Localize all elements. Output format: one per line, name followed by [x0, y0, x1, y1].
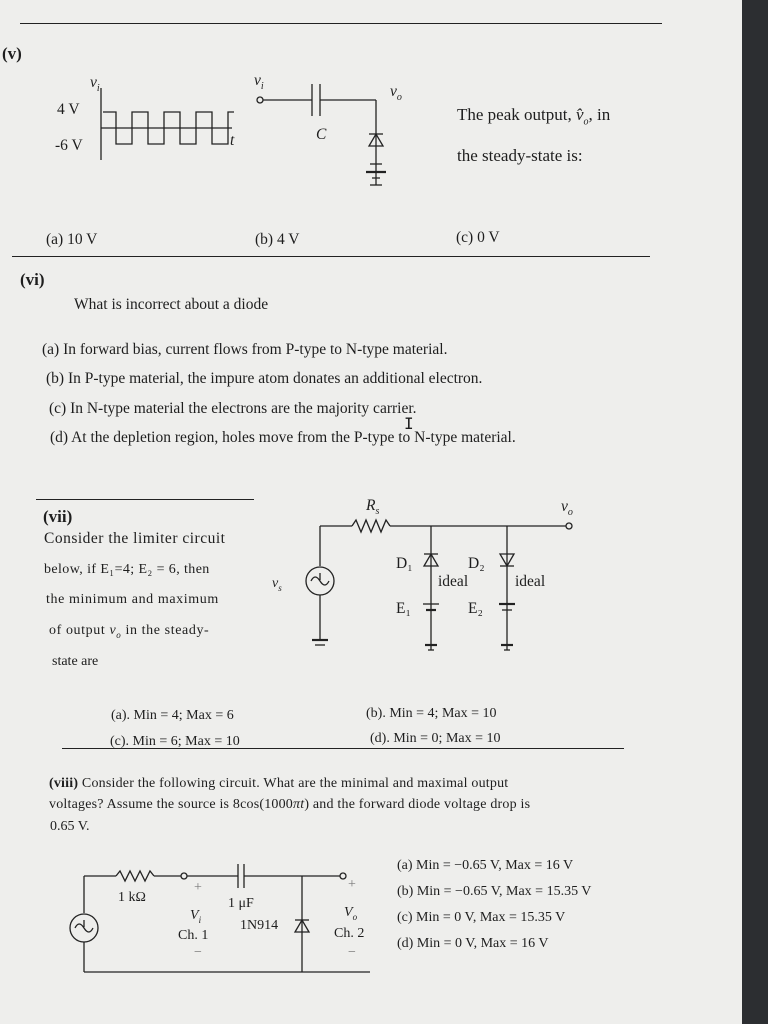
q7-vs-label: $v_s$ [272, 576, 282, 593]
q8-option-d: (d) Min = 0 V, Max = 16 V [397, 936, 549, 951]
q8-ch2-terminal-top [340, 873, 346, 879]
q8-vi-minus: − [194, 945, 202, 960]
q7-text-line3: the minimum and maximum [46, 592, 219, 607]
screen-bezel [742, 0, 768, 1024]
q7-ideal1-label: ideal [438, 573, 469, 590]
q7-text-line2: below, if E₁=4; E₂ = 6, then [44, 562, 210, 577]
q5-cap-label: C [316, 126, 327, 143]
q8-resistor-label: 1 kΩ [118, 890, 146, 905]
q7-option-d: (d). Min = 0; Max = 10 [370, 731, 501, 746]
q5-option-b: (b) 4 V [255, 231, 300, 248]
q7-text-line4: of output $v_o$ in the steady- [49, 623, 210, 640]
q6-option-a: (a) In forward bias, current flows from P-type to N-type material. [42, 341, 448, 358]
q5-option-c: (c) 0 V [456, 229, 500, 246]
q7-ideal2-label: ideal [515, 573, 546, 590]
q8-text-line2: voltages? Assume the source is 8cos(1000πt) and the forward diode voltage drop is [49, 797, 531, 812]
q5-input-label: $v_i$ [254, 72, 264, 93]
q8-ch1-label: Ch. 1 [178, 928, 209, 943]
q6-question: What is incorrect about a diode [74, 296, 269, 313]
q5-level-high: 4 V [57, 101, 80, 118]
q6-option-b: (b) In P-type material, the impure atom donates an additional electron. [46, 370, 483, 387]
q8-option-c: (c) Min = 0 V, Max = 15.35 V [397, 910, 566, 925]
q8-ch1-terminal-top [181, 873, 187, 879]
q6-number: (vi) [20, 270, 45, 289]
q8-vi-label: $V_i$ [190, 908, 202, 925]
q8-vo-label: $V_o$ [344, 905, 358, 922]
q7-e2-label: E₂ [468, 600, 483, 617]
q7-rs-label: $R_s$ [366, 497, 380, 518]
q7-d2-label: D₂ [468, 555, 485, 572]
q5-option-a: (a) 10 V [46, 231, 98, 248]
q5-number: (v) [2, 44, 22, 63]
q8-vi-plus: + [194, 880, 202, 895]
q6-option-c: (c) In N-type material the electrons are the majority carrier. [49, 400, 417, 417]
q7-number: (vii) [43, 507, 73, 526]
q8-option-b: (b) Min = −0.65 V, Max = 15.35 V [397, 884, 592, 899]
q7-e1-label: E₁ [396, 600, 411, 617]
q8-resistor-icon [116, 871, 154, 881]
q7-vo-label: $v_o$ [561, 498, 573, 519]
q8-diode-label: 1N914 [240, 918, 279, 933]
q7-text-line1: Consider the limiter circuit [44, 530, 226, 547]
q7-option-b: (b). Min = 4; Max = 10 [366, 706, 497, 721]
q8-text-line3: 0.65 V. [50, 819, 90, 834]
q8-text-line1: (viii) Consider the following circuit. What are the minimal and maximal output [49, 776, 509, 791]
q5-t-label: t [230, 132, 235, 149]
q7-option-c: (c). Min = 6; Max = 10 [110, 734, 240, 749]
text-cursor-icon: I [404, 414, 414, 433]
q5-prompt-line2: the steady-state is: [457, 146, 583, 165]
q5-level-low: -6 V [55, 137, 83, 154]
q6-option-d: (d) At the depletion region, holes move from the P-type to N-type material. [50, 429, 516, 446]
q7-text-line5: state are [52, 654, 99, 669]
q8-vo-minus: − [348, 945, 356, 960]
q7-d1-label: D₁ [396, 555, 413, 572]
q8-vo-plus: + [348, 877, 356, 892]
q5-waveform-vi-label: $v_i$ [90, 74, 100, 95]
q5-output-label: $v_o$ [390, 83, 402, 104]
q5-prompt-line1: The peak output, $v̂_o$, in [457, 105, 611, 128]
q8-cap-label: 1 μF [228, 896, 254, 911]
q7-option-a: (a). Min = 4; Max = 6 [111, 708, 234, 723]
q8-ch2-label: Ch. 2 [334, 926, 365, 941]
q8-option-a: (a) Min = −0.65 V, Max = 16 V [397, 858, 574, 873]
